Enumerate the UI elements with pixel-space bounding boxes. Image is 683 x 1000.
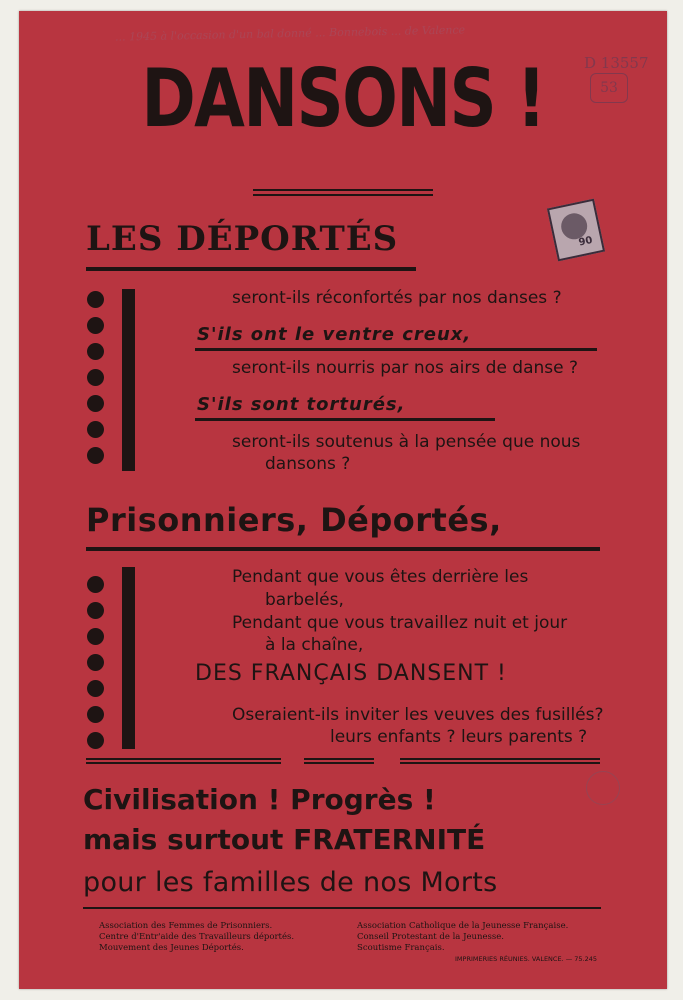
footer-line3: pour les familles de nos Morts [83,867,498,898]
section2-line: Oseraient-ils inviter les veuves des fusillés? [232,705,604,725]
section-divider [304,762,374,764]
section2-underline [86,547,600,551]
associations-left [99,921,294,954]
section2-line: à la chaîne, [265,635,364,655]
handwritten-reference: D 13557 [584,54,649,72]
section1-emphasis: S'ils sont torturés, [197,394,406,415]
association-name: Mouvement des Jeunes Déportés. [99,943,244,953]
bullet-dot [87,447,104,464]
section-divider [400,758,600,760]
bullet-dot [87,654,104,671]
bullet-dot [87,706,104,723]
emphasis-underline [195,348,597,351]
section2-line: Pendant que vous êtes derrière les [232,567,529,587]
library-stamp [586,771,620,805]
section1-line: dansons ? [265,454,351,474]
section-divider [86,762,281,764]
bullet-dot [87,317,104,334]
bullet-dot [87,343,104,360]
association-name: Centre d'Entr'aide des Travailleurs déportés. [99,932,295,942]
section1-line: seront-ils soutenus à la pensée que nous [232,432,581,452]
associations-right [357,921,568,954]
bullet-dot [87,602,104,619]
section1-line: seront-ils réconfortés par nos danses ? [232,288,562,308]
bullet-dot [87,369,104,386]
title-divider [253,189,433,191]
section2-heading: Prisonniers, Déportés, [86,501,502,539]
fiscal-stamp [547,199,605,262]
section-divider [400,762,600,764]
emphasis-underline [195,418,495,421]
footer-line2: mais surtout FRATERNITÉ [83,823,486,856]
section1-underline [86,267,416,271]
section2-bar [122,567,135,749]
association-name: Conseil Protestant de la Jeunesse. [357,932,504,942]
section2-line: Pendant que vous travaillez nuit et jour [232,613,568,633]
title-divider-2 [253,194,433,196]
stamp-value: 90 [577,234,594,249]
section1-line: seront-ils nourris par nos airs de danse ? [232,358,579,378]
section1-heading: LES DÉPORTÉS [86,219,399,259]
handwritten-note: ... 1945 à l'occasion d'un bal donné ... Bonnebois ... de Valence [114,23,466,44]
association-name: Scoutisme Français. [357,943,445,953]
section2-exclamation: DES FRANÇAIS DANSENT ! [195,661,507,686]
section2-line: barbelés, [265,590,344,610]
bullet-dot [87,680,104,697]
bullet-dot [87,732,104,749]
footer-divider [83,907,601,909]
bullet-dot [87,628,104,645]
section1-bar [122,289,135,471]
poster-title: DANSONS ! [141,52,545,145]
association-name: Association Catholique de la Jeunesse Française. [357,921,569,931]
poster [19,11,667,989]
footer-line1: Civilisation ! Progrès ! [83,783,436,816]
section-divider [304,758,374,760]
section2-line: leurs enfants ? leurs parents ? [330,727,588,747]
section-divider [86,758,281,760]
bullet-dot [87,291,104,308]
printer-credit: IMPRIMERIES RÉUNIES. VALENCE. — 75.245 [455,955,598,963]
bullet-dot [87,421,104,438]
section1-emphasis: S'ils ont le ventre creux, [197,324,472,345]
box-number-text: 53 [600,80,618,96]
association-name: Association des Femmes de Prisonniers. [99,921,273,931]
bullet-dot [87,395,104,412]
bullet-dot [87,576,104,593]
